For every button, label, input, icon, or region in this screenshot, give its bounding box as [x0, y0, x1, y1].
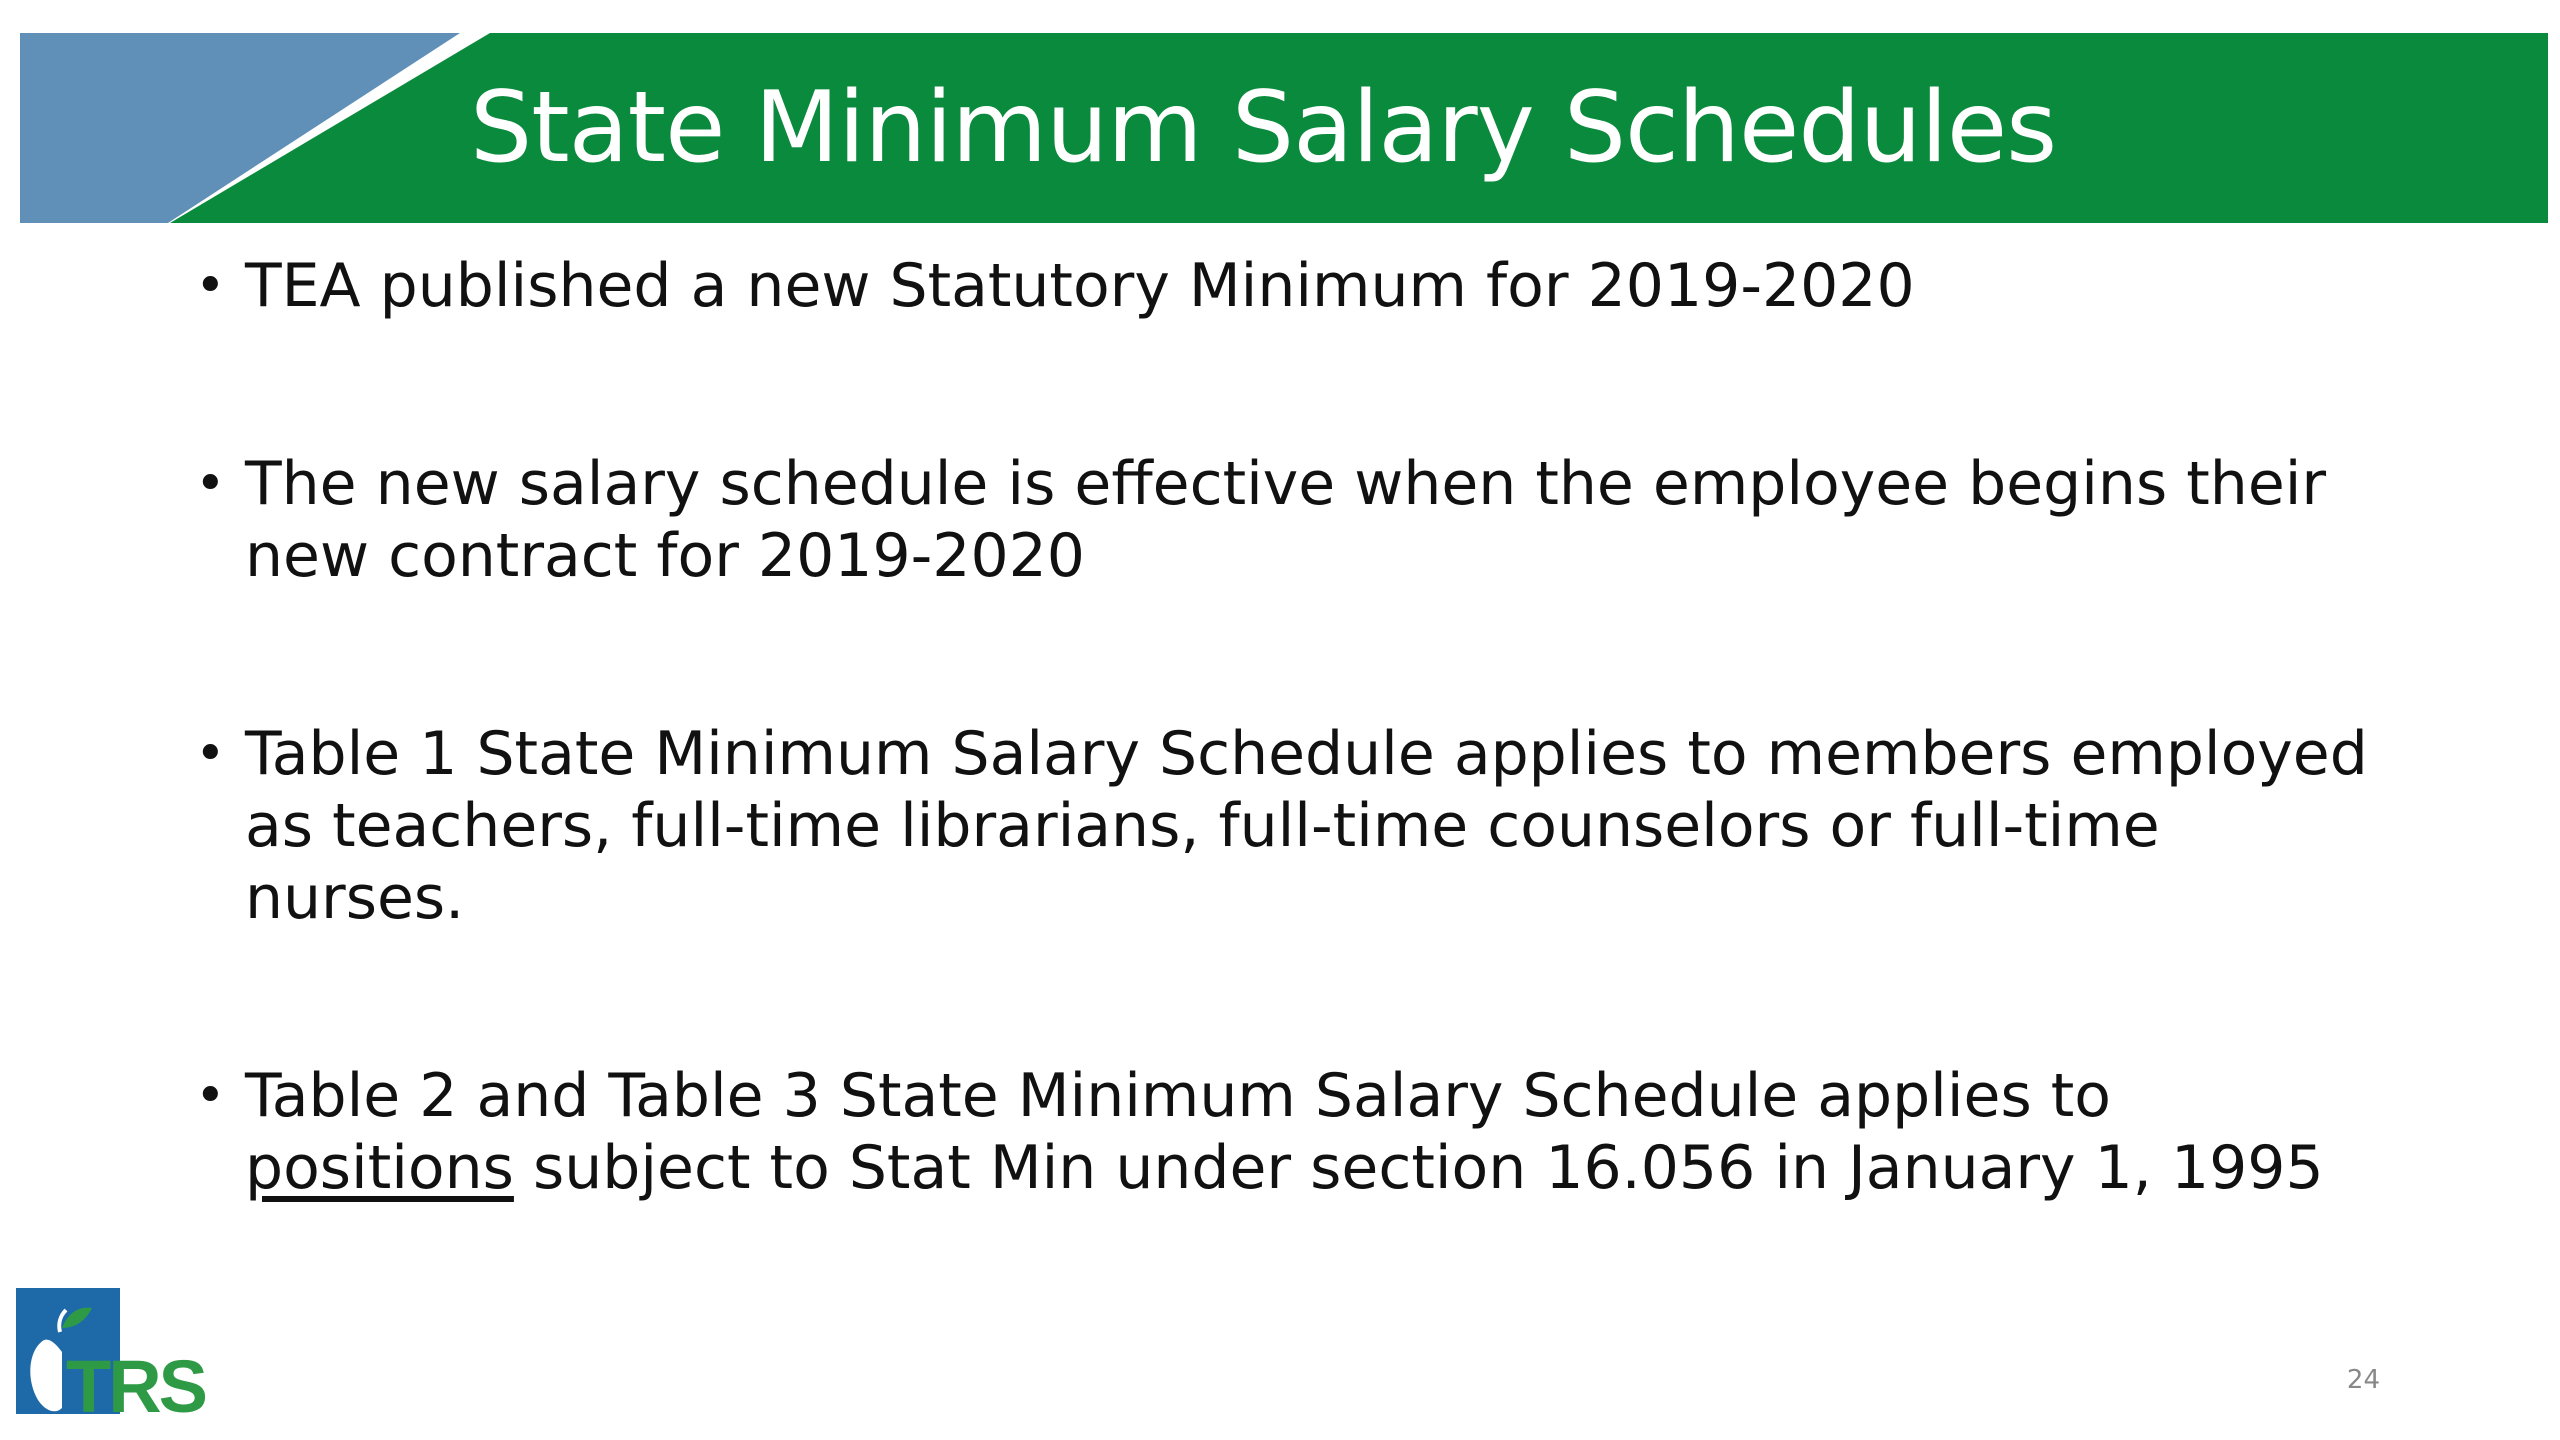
bullet-text-before: Table 2 and Table 3 State Minimum Salary Schedule applies to	[245, 1061, 2112, 1131]
bullet-dot: •	[195, 1066, 226, 1126]
trs-logo-graphic	[16, 1288, 216, 1428]
bullet-text-after: subject to Stat Min under section 16.056 in January 1, 1995	[513, 1133, 2324, 1203]
slide-title: State Minimum Salary Schedules	[470, 71, 2057, 185]
bullet-item-2	[195, 448, 2395, 592]
trs-logo	[16, 1288, 216, 1428]
bullet-text	[245, 1060, 2395, 1204]
bullet-text: The new salary schedule is effective when the employee begins their new contract for 2019-2020	[245, 449, 2327, 591]
bullet-text: Table 1 State Minimum Salary Schedule applies to members employed as teachers, full-time librarians, full-time counselors or full-time nurses.	[245, 719, 2368, 933]
underlined-word-positions: positions	[245, 1133, 514, 1203]
bullet-item-3	[195, 718, 2395, 934]
page-number: 24	[2346, 1365, 2380, 1395]
bullet-text: TEA published a new Statutory Minimum for 2019-2020	[245, 251, 1915, 321]
logo-text: TRS	[66, 1345, 205, 1428]
bullet-item-4	[195, 1060, 2395, 1204]
bullet-item-1	[195, 250, 2395, 322]
bullet-dot: •	[195, 256, 226, 316]
bullet-dot: •	[195, 454, 226, 514]
bullet-dot: •	[195, 724, 226, 784]
